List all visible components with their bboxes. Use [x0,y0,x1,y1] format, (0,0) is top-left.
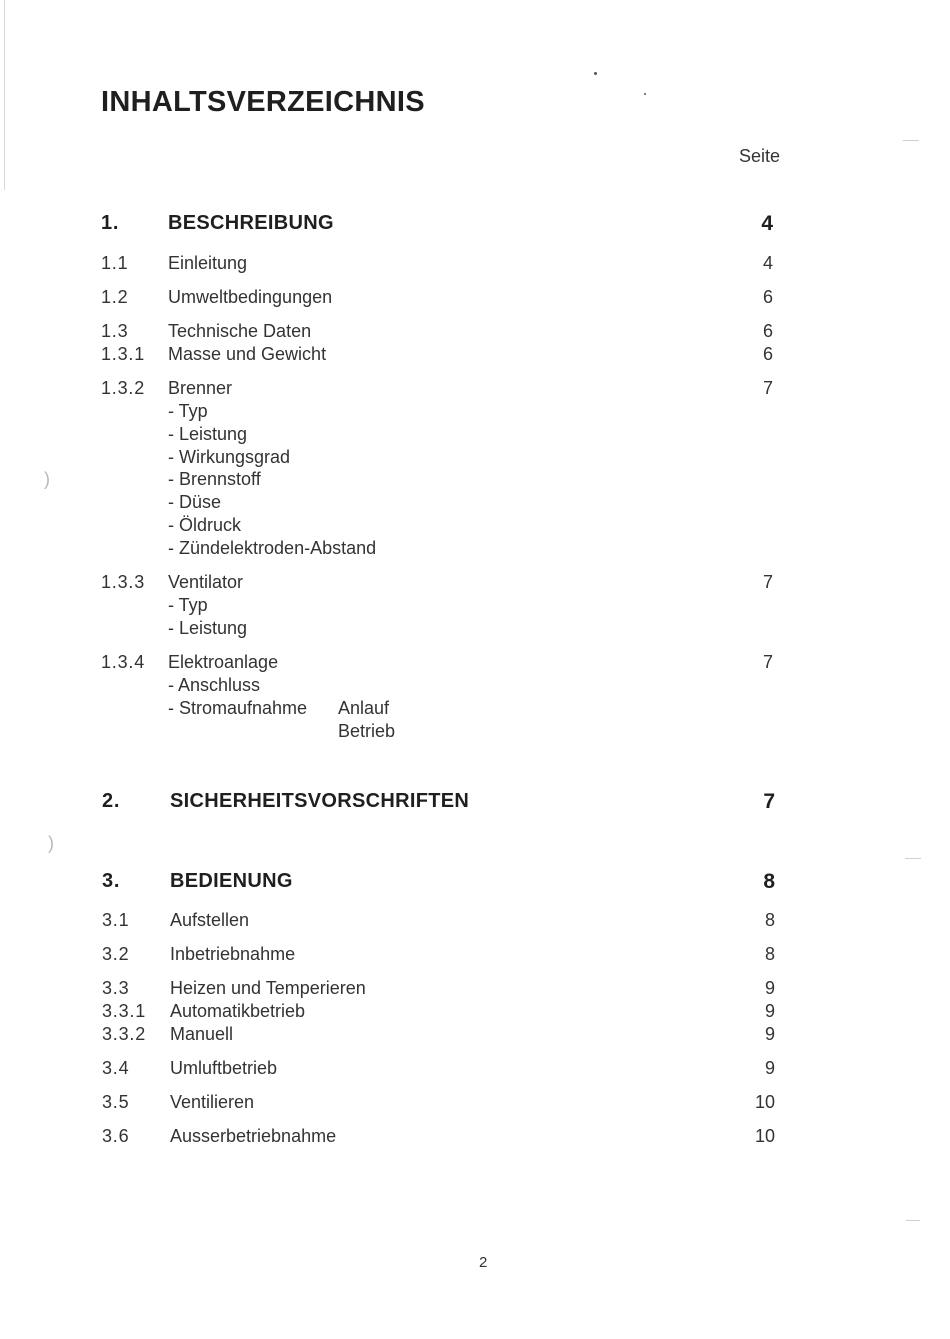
entry-page: 4 [762,253,773,273]
toc-entry [0,287,950,311]
entry-title: Ventilieren [170,1092,255,1112]
toc-subentry: - Leistung [168,424,248,444]
entry-number: 1.1 [101,253,129,273]
entry-number: 3.3 [102,978,130,998]
entry-page: 6 [762,344,773,364]
entry-number: 3.5 [102,1092,130,1112]
entry-number: 1.3.3 [101,572,146,592]
entry-title: Heizen und Temperieren [170,978,366,998]
toc-entry [0,321,950,345]
entry-page: 8 [764,910,775,930]
document-title: INHALTSVERZEICHNIS [101,86,425,118]
section-title: BEDIENUNG [170,870,293,892]
scan-edge-line [4,0,5,190]
toc-subentry: - Düse [168,492,222,512]
section-title: BESCHREIBUNG [168,212,334,234]
section-number: 2. [102,790,121,812]
toc-entry [0,910,950,934]
entry-number: 1.3 [101,321,129,341]
section-title: SICHERHEITSVORSCHRIFTEN [170,790,470,812]
entry-number: 3.3.2 [102,1024,147,1044]
toc-subentry: - Zündelektroden-Abstand [168,538,377,558]
entry-title: Manuell [170,1024,234,1044]
entry-title: Automatikbetrieb [170,1001,306,1021]
toc-entry [0,1126,950,1150]
scan-mark [906,1220,920,1221]
entry-title: Ausserbetriebnahme [170,1126,337,1146]
entry-page: 10 [754,1126,775,1146]
entry-page: 9 [764,1024,775,1044]
entry-title: Masse und Gewicht [168,344,327,364]
entry-title: Ventilator [168,572,244,592]
toc-subentry: - Öldruck [168,515,242,535]
entry-title: Umluftbetrieb [170,1058,278,1078]
entry-page: 8 [764,944,775,964]
scan-mark [905,858,921,859]
toc-section-bedienung [0,870,950,894]
scan-speck [594,72,597,75]
entry-number: 1.3.2 [101,378,146,398]
entry-title: Umweltbedingungen [168,287,333,307]
entry-number: 1.3.4 [101,652,146,672]
entry-page: 7 [762,378,773,398]
entry-number: 3.3.1 [102,1001,147,1021]
toc-entry [0,253,950,277]
toc-entry [0,572,950,596]
toc-subentry: - Stromaufnahme [168,698,308,718]
toc-section-beschreibung [0,212,950,236]
toc-entry [0,652,950,676]
punch-hole-mark: ) [48,833,54,853]
entry-number: 1.2 [101,287,129,307]
entry-number: 3.1 [102,910,130,930]
page-column-header: Seite [739,146,781,166]
entry-title: Aufstellen [170,910,250,930]
toc-entry [0,1058,950,1082]
entry-page: 6 [762,321,773,341]
punch-hole-mark: ) [44,469,50,489]
entry-page: 7 [762,572,773,592]
toc-subentry: - Anschluss [168,675,261,695]
toc-subentry: - Leistung [168,618,248,638]
toc-subentry: - Typ [168,595,208,615]
entry-number: 3.6 [102,1126,130,1146]
entry-title: Inbetriebnahme [170,944,296,964]
entry-number: 3.2 [102,944,130,964]
entry-page: 9 [764,1058,775,1078]
entry-title: Technische Daten [168,321,312,341]
entry-title: Einleitung [168,253,248,273]
section-number: 3. [102,870,121,892]
toc-entry [0,378,950,402]
scan-speck [644,93,646,95]
entry-title: Brenner [168,378,233,398]
entry-number: 3.4 [102,1058,130,1078]
entry-page: 9 [764,978,775,998]
toc-subentry: - Brennstoff [168,469,261,489]
entry-page: 9 [764,1001,775,1021]
toc-entry [0,344,950,368]
toc-subentry-mode: Anlauf [338,698,390,718]
section-page: 8 [763,870,775,893]
toc-entry [0,1092,950,1116]
entry-page: 7 [762,652,773,672]
toc-subentry: - Wirkungsgrad [168,447,291,467]
entry-page: 6 [762,287,773,307]
entry-page: 10 [754,1092,775,1112]
toc-subentry-mode: Betrieb [338,721,396,741]
scan-mark [903,140,919,141]
section-page: 7 [763,790,775,813]
toc-entry [0,944,950,968]
page-number: 2 [479,1254,488,1271]
toc-subentry: - Typ [168,401,208,421]
entry-number: 1.3.1 [101,344,146,364]
entry-title: Elektroanlage [168,652,279,672]
section-number: 1. [101,212,120,234]
toc-entry [0,1001,950,1025]
toc-section-sicherheitsvorschriften [0,790,950,814]
toc-entry [0,1024,950,1048]
section-page: 4 [761,212,773,235]
toc-entry [0,978,950,1002]
